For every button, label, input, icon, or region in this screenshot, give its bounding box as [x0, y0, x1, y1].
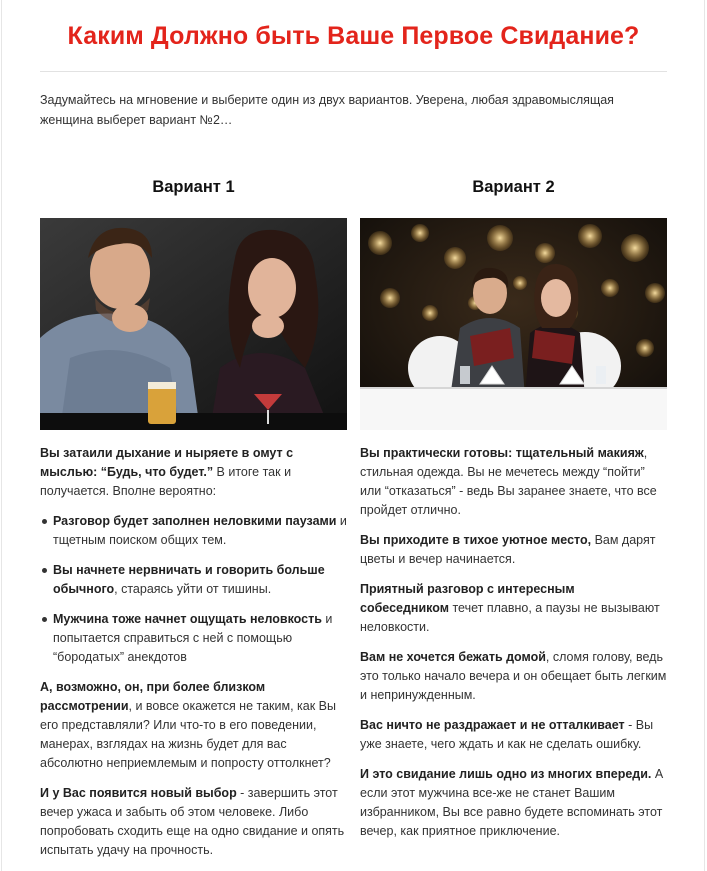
paragraph-rest: А если этот мужчина все-же не станет Вашим избранником, Вы все равно будете вспоминать этот вечер, как приятное приключение. — [360, 767, 664, 838]
option-1-p1-rest: В итоге так и получается. Вполне вероятно: — [40, 465, 292, 498]
paragraph-rest: , стильная одежда. Вы не мечетесь между “пойти” или “отказаться” - ведь Вы заранее знаете, что все пройдет отлично. — [360, 446, 657, 517]
paragraph-bold: Вы приходите в тихое уютное место, — [360, 533, 592, 547]
paragraph-bold: Вам не хочется бежать домой — [360, 650, 546, 664]
list-item — [40, 610, 347, 667]
romantic-dinner-image — [360, 218, 667, 430]
option-1-paragraph — [40, 678, 347, 773]
list-item — [40, 561, 347, 599]
option-1-heading: Вариант 1 — [152, 178, 235, 196]
option-1-p3-rest: - завершить этот вечер ужаса и забыть об этом человеке. Либо попробовать сходить еще на одно свидание и опять испытать удачу на прочность. — [40, 786, 345, 857]
paragraph-rest: - Вы уже знаете, чего ждать и как не сделать ошибку. — [360, 718, 654, 751]
option-1-p2-bold: А, возможно, он, при более близком рассмотрении — [40, 680, 266, 713]
option-1-text — [40, 444, 347, 860]
paragraph-bold: Вас ничто не раздражает и не отталкивает — [360, 718, 625, 732]
option-2-paragraph — [360, 444, 667, 520]
paragraph-rest: течет плавно, а паузы не вызывают неловкости. — [360, 601, 660, 634]
page-title: Каким Должно быть Ваше Первое Свидание? — [67, 22, 640, 50]
option-1-paragraph — [40, 444, 347, 501]
option-2-paragraph — [360, 531, 667, 569]
option-2-paragraph — [360, 716, 667, 754]
bullet-rest: , стараясь уйти от тишины. — [114, 582, 272, 596]
option-1-photo — [40, 218, 347, 430]
option-2-paragraph — [360, 765, 667, 841]
bullet-rest: и тщетным поиском общих тем. — [53, 514, 347, 547]
option-1-column — [40, 178, 347, 871]
option-2-photo — [360, 218, 667, 430]
option-2-text — [360, 444, 667, 841]
paragraph-rest: Вам дарят цветы и вечер начинается. — [360, 533, 656, 566]
option-1-bullet-list — [40, 512, 347, 667]
option-2-paragraph — [360, 648, 667, 705]
intro-text: Задумайтесь на мгновение и выберите один из двух вариантов. Уверена, любая здравомыслящая женщина выберет вариант №2… — [40, 93, 614, 127]
awkward-date-image — [40, 218, 347, 430]
option-2-paragraph — [360, 580, 667, 637]
option-1-p1-bold: Вы затаили дыхание и ныряете в омут с мыслью: “Будь, что будет.” — [40, 446, 294, 479]
bullet-bold: Вы начнете нервничать и говорить больше обычного — [53, 563, 325, 596]
option-1-paragraph — [40, 784, 347, 860]
bullet-bold: Разговор будет заполнен неловкими паузами — [53, 514, 337, 528]
paragraph-rest: , сломя голову, ведь это только начало вечера и он обещает быть легким и непринужденным. — [360, 650, 667, 702]
paragraph-bold: И это свидание лишь одно из многих впереди. — [360, 767, 652, 781]
list-item — [40, 512, 347, 550]
title-divider — [40, 71, 667, 72]
bullet-bold: Мужчина тоже начнет ощущать неловкость — [53, 612, 322, 626]
page-border-left — [1, 0, 2, 871]
option-2-column — [360, 178, 667, 852]
option-1-p3-bold: И у Вас появится новый выбор — [40, 786, 237, 800]
paragraph-bold: Вы практически готовы: тщательный макияж — [360, 446, 644, 460]
page-border-right — [704, 0, 705, 871]
option-2-heading: Вариант 2 — [472, 178, 555, 196]
bullet-rest: и попытается справиться с ней с помощью “бородатых” анекдотов — [53, 612, 333, 664]
option-1-p2-rest: , и вовсе окажется не таким, как Вы его представляли? Или что-то в его поведении, манерах, взглядах на жизнь будет для вас абсолютно неприемлемым и попросту оттолкнет? — [40, 699, 336, 770]
paragraph-bold: Приятный разговор с интересным собеседником — [360, 582, 575, 615]
